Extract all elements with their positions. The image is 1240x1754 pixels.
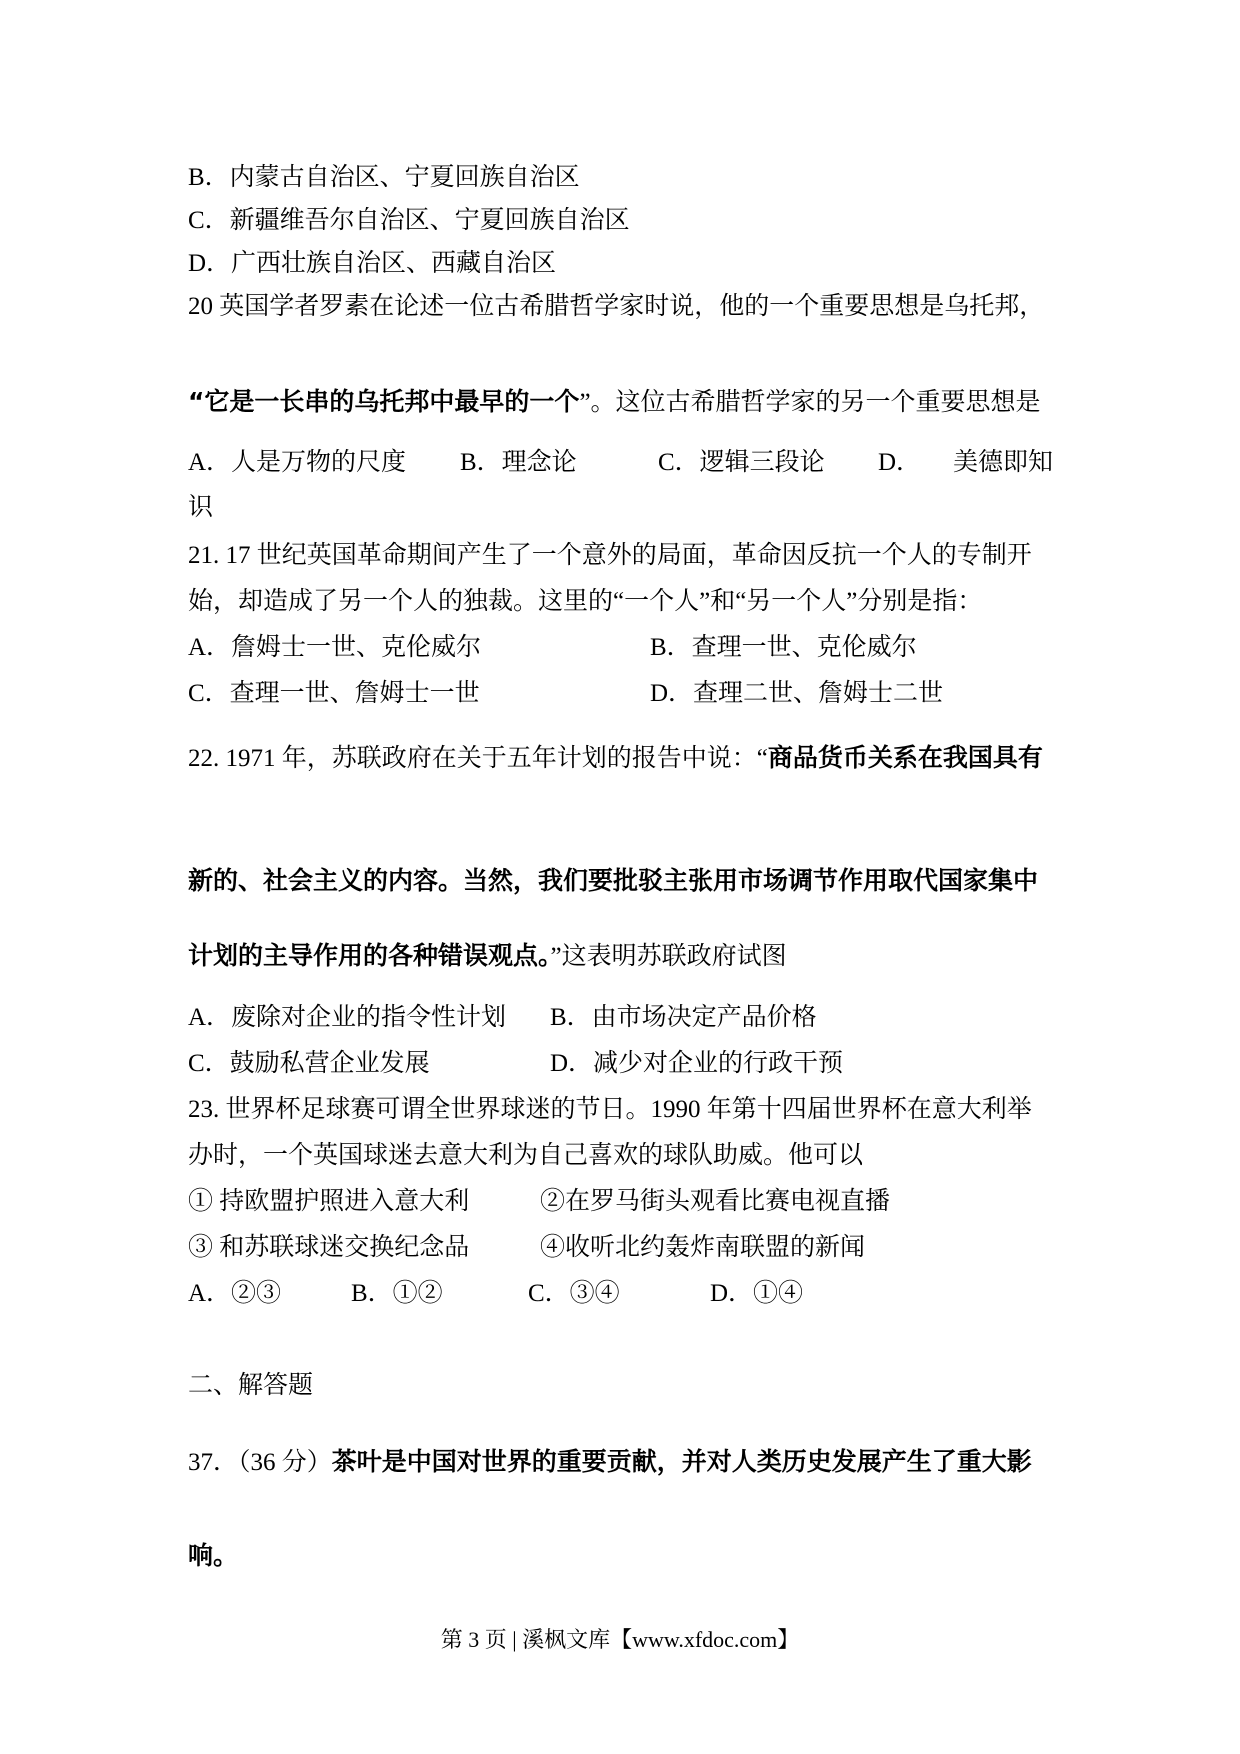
q22-stem-line1	[188, 740, 1058, 777]
q23-item-3: ③ 和苏联球迷交换纪念品	[188, 1234, 470, 1261]
q21-option-a: A．詹姆士一世、克伦威尔	[188, 634, 482, 661]
q22-quote-part1: 商品货币关系在我国具有	[767, 743, 1043, 772]
q22-quote-part3: 计划的主导作用的各种错误观点。	[188, 941, 551, 970]
q23-option-b: B．①②	[351, 1280, 443, 1307]
q20-option-c: C．逻辑三段论	[658, 449, 825, 476]
q20-stem-rest: ”。这位古希腊哲学家的另一个重要思想是	[579, 389, 1041, 416]
q20-option-d-text: 美德即知	[953, 449, 1054, 476]
q20-option-d-wrap: 识	[188, 494, 214, 521]
q23-option-a: A．②③	[188, 1280, 282, 1307]
q20-option-b: B．理念论	[460, 449, 577, 476]
q37-lead: 37．（36 分）	[188, 1449, 332, 1476]
q21-stem-line1: 21. 17 世纪英国革命期间产生了一个意外的局面，革命因反抗一个人的专制开	[188, 542, 1032, 569]
q22-quote-part2: 新的、社会主义的内容。当然，我们要批驳主张用市场调节作用取代国家集中	[188, 866, 1039, 895]
q21-option-c: C．查理一世、詹姆士一世	[188, 680, 480, 707]
section2-title: 二、解答题	[188, 1372, 314, 1399]
q20-option-d-label: D．	[878, 449, 922, 476]
q23-item-2: ②在罗马街头观看比赛电视直播	[540, 1188, 891, 1215]
q23-option-c: C．③④	[528, 1280, 620, 1307]
q19-option-c: C．新疆维吾尔自治区、宁夏回族自治区	[188, 207, 630, 234]
page-footer: 第 3 页 | 溪枫文库【www.xfdoc.com】	[440, 1627, 800, 1652]
q22-option-a: A．废除对企业的指令性计划	[188, 1004, 507, 1031]
q22-stem-line3	[188, 938, 1058, 975]
q37-text-part2: 响。	[188, 1541, 239, 1570]
q23-stem-line1: 23. 世界杯足球赛可谓全世界球迷的节日。1990 年第十四届世界杯在意大利举	[188, 1096, 1032, 1123]
q23-option-d: D．①④	[710, 1280, 804, 1307]
q37-text-part1: 茶叶是中国对世界的重要贡献，并对人类历史发展产生了重大影	[331, 1447, 1032, 1476]
q23-item-1: ① 持欧盟护照进入意大利	[188, 1188, 470, 1215]
q22-stem-lead: 22. 1971 年，苏联政府在关于五年计划的报告中说：“	[188, 745, 768, 772]
q22-option-d: D．减少对企业的行政干预	[550, 1050, 844, 1077]
q23-stem-line2: 办时，一个英国球迷去意大利为自己喜欢的球队助威。他可以	[188, 1142, 864, 1169]
q22-option-c: C．鼓励私营企业发展	[188, 1050, 430, 1077]
q20-stem-line2	[188, 384, 1058, 421]
q22-option-b: B．由市场决定产品价格	[550, 1004, 817, 1031]
q20-option-a: A．人是万物的尺度	[188, 449, 407, 476]
q19-option-d: D．广西壮族自治区、西藏自治区	[188, 250, 557, 277]
q37-line1	[188, 1444, 1058, 1481]
q20-stem-line1: 20 英国学者罗素在论述一位古希腊哲学家时说，他的一个重要思想是乌托邦，	[188, 293, 1045, 320]
q19-option-b: B．内蒙古自治区、宁夏回族自治区	[188, 164, 580, 191]
q23-item-4: ④收听北约轰炸南联盟的新闻	[540, 1234, 866, 1261]
q20-quote: “它是一长串的乌托邦中最早的一个	[188, 387, 580, 416]
q21-option-b: B．查理一世、克伦威尔	[650, 634, 917, 661]
q21-stem-line2: 始，却造成了另一个人的独裁。这里的“一个人”和“另一个人”分别是指：	[188, 588, 983, 615]
q22-stem-tail: ”这表明苏联政府试图	[550, 943, 787, 970]
q21-option-d: D．查理二世、詹姆士二世	[650, 680, 944, 707]
